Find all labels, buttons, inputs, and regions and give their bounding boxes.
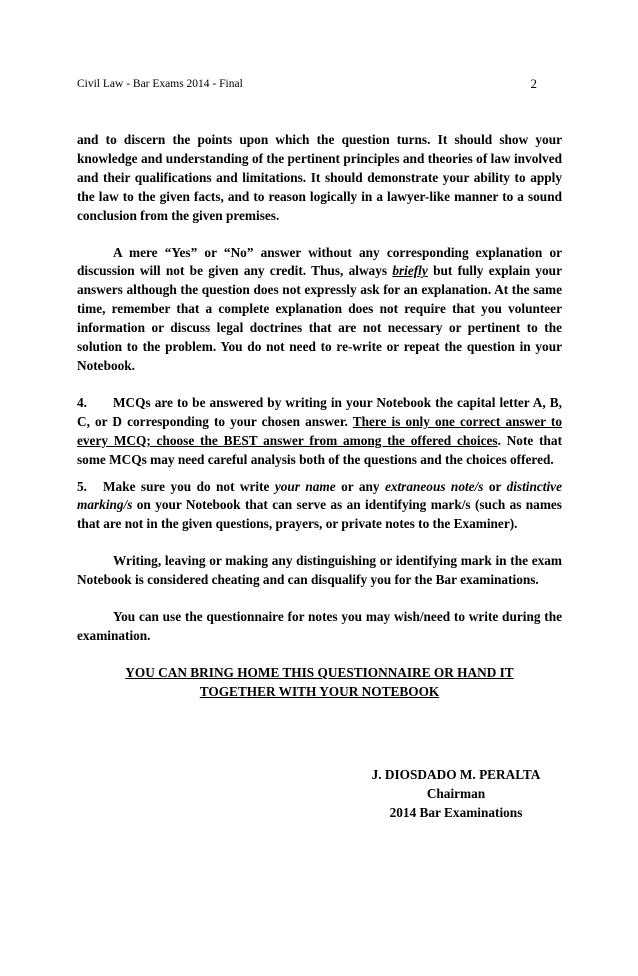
emphasis-extraneous-notes: extraneous note/s: [384, 478, 484, 494]
underlined-rule: There is only one correct answer to every MCQ; choose the BEST answer from among the offered choices: [77, 413, 563, 448]
text: on your Notebook that can serve as an identifying mark/s (such as names that are not in the given questions, prayers, or private notes to the Examiner).: [77, 497, 562, 532]
text: or: [483, 478, 507, 494]
paragraph-instructions-continued: and to discern the points upon which the question turns. It should show your knowledge and understanding of the pertinent principles and theories of law involved and their qualifications and limitations. It should demonstrate your ability to apply the law to the given facts, and to reason logically in a lawyer-like manner to a sound conclusion from the given premises.: [77, 132, 562, 223]
item-number: 5.: [77, 478, 87, 494]
signatory-title: Chairman: [426, 786, 486, 801]
signatory-organization: 2014 Bar Examinations: [389, 805, 523, 820]
page-number: 2: [530, 76, 537, 91]
text: MCQs are to be answered by writing in your Notebook the capital letter A, B, C, or D corresponding to your chosen answer.: [77, 394, 562, 429]
text: or any: [335, 478, 385, 494]
document-body: [77, 131, 562, 702]
emphasis-distinctive-markings: distinctive marking/s: [77, 478, 562, 513]
text: but fully explain your answers although the question does not expressly ask for an explanation. At the same time, remember that a complete explanation does not require that you volunteer information or discuss legal doctrines that are not necessary or pertinent to the solution to the problem. You do not need to re-write or repeat the question in your Notebook.: [77, 263, 562, 373]
text: . Note that some MCQs may need careful analysis both of the questions and the choices offered.: [77, 432, 562, 467]
text: A mere “Yes” or “No” answer without any corresponding explanation or discussion will not be given any credit. Thus, always: [77, 244, 562, 279]
text: Make sure you do not write: [103, 478, 275, 494]
paragraph-cheating-warning: Writing, leaving or making any distinguishing or identifying mark in the exam Notebook is considered cheating and can disqualify you for the Bar examinations.: [77, 553, 562, 588]
signatory-name: J. DIOSDADO M. PERALTA: [371, 767, 541, 782]
item-number: 4.: [77, 394, 87, 410]
emphasis-your-name: your name: [274, 478, 336, 494]
emphasis-briefly: briefly: [392, 263, 428, 279]
signature-block: [340, 765, 572, 822]
header-title: Civil Law - Bar Exams 2014 - Final: [77, 78, 243, 90]
page-header: [77, 78, 537, 96]
closing-notice: YOU CAN BRING HOME THIS QUESTIONNAIRE OR HAND IT TOGETHER WITH YOUR NOTEBOOK: [125, 664, 514, 699]
paragraph-questionnaire-notes: You can use the questionnaire for notes you may wish/need to write during the examination.: [77, 609, 562, 643]
item-4-mcq-instructions: [77, 394, 562, 470]
paragraph-explanation-rule: [77, 244, 562, 376]
item-5-identifying-marks: [77, 478, 562, 535]
